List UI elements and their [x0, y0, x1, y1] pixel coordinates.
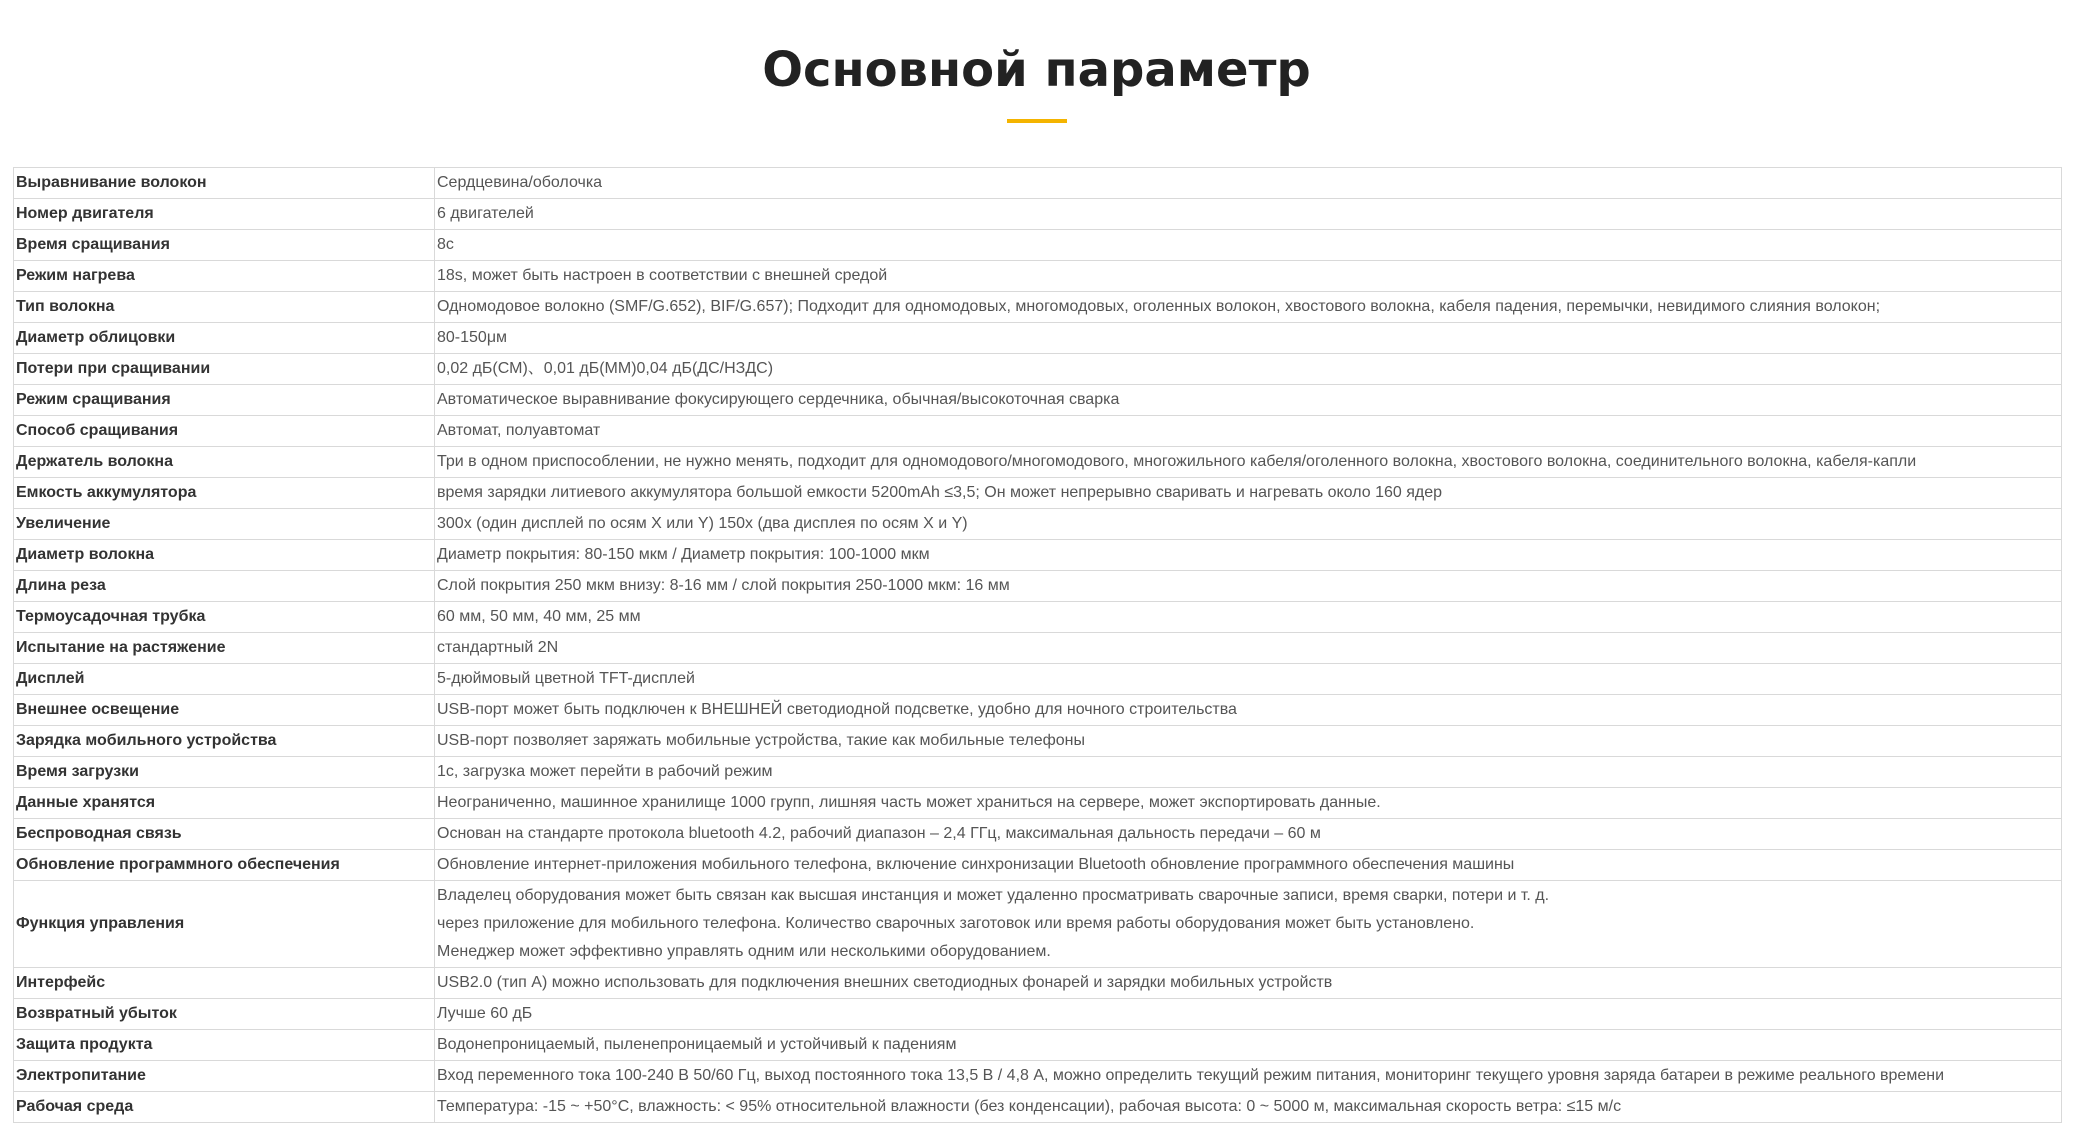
- param-value: 0,02 дБ(СМ)、0,01 дБ(ММ)0,04 дБ(ДС/НЗДС): [435, 354, 2062, 385]
- spec-table: [13, 167, 2062, 1123]
- table-row: [14, 757, 2062, 788]
- table-row: [14, 999, 2062, 1030]
- table-row: [14, 199, 2062, 230]
- param-name: Диаметр облицовки: [14, 323, 435, 354]
- param-name: Выравнивание волокон: [14, 168, 435, 199]
- param-name: Емкость аккумулятора: [14, 478, 435, 509]
- spec-table-body: [14, 168, 2062, 1123]
- param-value: 8с: [435, 230, 2062, 261]
- param-name: Диаметр волокна: [14, 540, 435, 571]
- param-value: Диаметр покрытия: 80-150 мкм / Диаметр покрытия: 100-1000 мкм: [435, 540, 2062, 571]
- param-value: Неограниченно, машинное хранилище 1000 групп, лишняя часть может храниться на сервере, может экспортировать данные.: [435, 788, 2062, 819]
- param-name: Держатель волокна: [14, 447, 435, 478]
- table-row: [14, 726, 2062, 757]
- param-name: Потери при сращивании: [14, 354, 435, 385]
- table-row: [14, 1061, 2062, 1092]
- param-name: Время сращивания: [14, 230, 435, 261]
- param-value: Температура: -15 ~ +50°C, влажность: < 95% относительной влажности (без конденсации), рабочая высота: 0 ~ 5000 м, максимальная скорость ветра: ≤15 м/с: [435, 1092, 2062, 1123]
- table-row: [14, 168, 2062, 199]
- param-name: Тип волокна: [14, 292, 435, 323]
- param-value: USB-порт позволяет заряжать мобильные устройства, такие как мобильные телефоны: [435, 726, 2062, 757]
- page-title: Основной параметр: [762, 42, 1311, 98]
- param-name: Номер двигателя: [14, 199, 435, 230]
- table-row: [14, 1092, 2062, 1123]
- table-row: [14, 478, 2062, 509]
- param-value: Вход переменного тока 100-240 В 50/60 Гц, выход постоянного тока 13,5 В / 4,8 А, можно определить текущий режим питания, мониторинг текущего уровня заряда батареи в режиме реального времени: [435, 1061, 2062, 1092]
- param-name: Способ сращивания: [14, 416, 435, 447]
- param-value: Сердцевина/оболочка: [435, 168, 2062, 199]
- param-name: Функция управления: [14, 881, 435, 968]
- param-name: Термоусадочная трубка: [14, 602, 435, 633]
- param-value: 6 двигателей: [435, 199, 2062, 230]
- param-value: Лучше 60 дБ: [435, 999, 2062, 1030]
- param-value: Одномодовое волокно (SMF/G.652), BIF/G.657); Подходит для одномодовых, многомодовых, оголенных волокон, хвостового волокна, кабеля падения, перемычки, невидимого слияния волокон;: [435, 292, 2062, 323]
- param-value: Три в одном приспособлении, не нужно менять, подходит для одномодового/многомодового, многожильного кабеля/оголенного волокна, хвостового волокна, соединительного волокна, кабеля-капли: [435, 447, 2062, 478]
- param-name: Внешнее освещение: [14, 695, 435, 726]
- table-row: [14, 571, 2062, 602]
- param-value: Основан на стандарте протокола bluetooth 4.2, рабочий диапазон – 2,4 ГГц, максимальная дальность передачи – 60 м: [435, 819, 2062, 850]
- table-row: [14, 633, 2062, 664]
- param-value: USB2.0 (тип А) можно использовать для подключения внешних светодиодных фонарей и зарядки мобильных устройств: [435, 968, 2062, 999]
- param-name: Увеличение: [14, 509, 435, 540]
- param-name: Зарядка мобильного устройства: [14, 726, 435, 757]
- table-row: [14, 664, 2062, 695]
- param-value: стандартный 2N: [435, 633, 2062, 664]
- param-name: Рабочая среда: [14, 1092, 435, 1123]
- param-name: Интерфейс: [14, 968, 435, 999]
- param-name: Испытание на растяжение: [14, 633, 435, 664]
- table-row: [14, 230, 2062, 261]
- table-row: [14, 968, 2062, 999]
- table-row: [14, 354, 2062, 385]
- title-underline: [1007, 119, 1067, 123]
- param-value: 60 мм, 50 мм, 40 мм, 25 мм: [435, 602, 2062, 633]
- table-row: [14, 292, 2062, 323]
- param-name: Электропитание: [14, 1061, 435, 1092]
- table-row: [14, 695, 2062, 726]
- table-row: [14, 509, 2062, 540]
- param-name: Время загрузки: [14, 757, 435, 788]
- table-row: [14, 819, 2062, 850]
- table-row-control-function: [14, 881, 2062, 968]
- table-row: [14, 788, 2062, 819]
- table-row: [14, 1030, 2062, 1061]
- param-name: Режим нагрева: [14, 261, 435, 292]
- table-row: [14, 323, 2062, 354]
- param-name: Возвратный убыток: [14, 999, 435, 1030]
- value-line: Менеджер может эффективно управлять одним или несколькими оборудованием.: [437, 943, 1051, 960]
- param-value: 80-150μм: [435, 323, 2062, 354]
- param-value: Слой покрытия 250 мкм внизу: 8-16 мм / слой покрытия 250-1000 мкм: 16 мм: [435, 571, 2062, 602]
- param-name: Режим сращивания: [14, 385, 435, 416]
- value-line: через приложение для мобильного телефона. Количество сварочных заготовок или время работы оборудования может быть установлено.: [437, 915, 1475, 932]
- param-name: Беспроводная связь: [14, 819, 435, 850]
- value-line: Владелец оборудования может быть связан как высшая инстанция и может удаленно просматривать сварочные записи, время сварки, потери и т. д.: [437, 887, 1550, 904]
- param-value: 5-дюймовый цветной TFT-дисплей: [435, 664, 2062, 695]
- param-value: время зарядки литиевого аккумулятора большой емкости 5200mAh ≤3,5; Он может непрерывно сваривать и нагревать около 160 ядер: [435, 478, 2062, 509]
- param-value: USB-порт может быть подключен к ВНЕШНЕЙ светодиодной подсветке, удобно для ночного строительства: [435, 695, 2062, 726]
- table-row: [14, 850, 2062, 881]
- param-value-multiline: [435, 881, 2062, 968]
- param-value: 18s, может быть настроен в соответствии с внешней средой: [435, 261, 2062, 292]
- table-row: [14, 416, 2062, 447]
- param-value: 1с, загрузка может перейти в рабочий режим: [435, 757, 2062, 788]
- param-value: Автоматическое выравнивание фокусирующего сердечника, обычная/высокоточная сварка: [435, 385, 2062, 416]
- param-value: Обновление интернет-приложения мобильного телефона, включение синхронизации Bluetooth обновление программного обеспечения машины: [435, 850, 2062, 881]
- param-value: Водонепроницаемый, пыленепроницаемый и устойчивый к падениям: [435, 1030, 2062, 1061]
- param-name: Данные хранятся: [14, 788, 435, 819]
- param-name: Защита продукта: [14, 1030, 435, 1061]
- table-row: [14, 602, 2062, 633]
- table-row: [14, 540, 2062, 571]
- param-name: Дисплей: [14, 664, 435, 695]
- param-value: Автомат, полуавтомат: [435, 416, 2062, 447]
- param-name: Обновление программного обеспечения: [14, 850, 435, 881]
- table-row: [14, 261, 2062, 292]
- param-value: 300x (один дисплей по осям X или Y) 150x (два дисплея по осям X и Y): [435, 509, 2062, 540]
- table-row: [14, 385, 2062, 416]
- param-name: Длина реза: [14, 571, 435, 602]
- table-row: [14, 447, 2062, 478]
